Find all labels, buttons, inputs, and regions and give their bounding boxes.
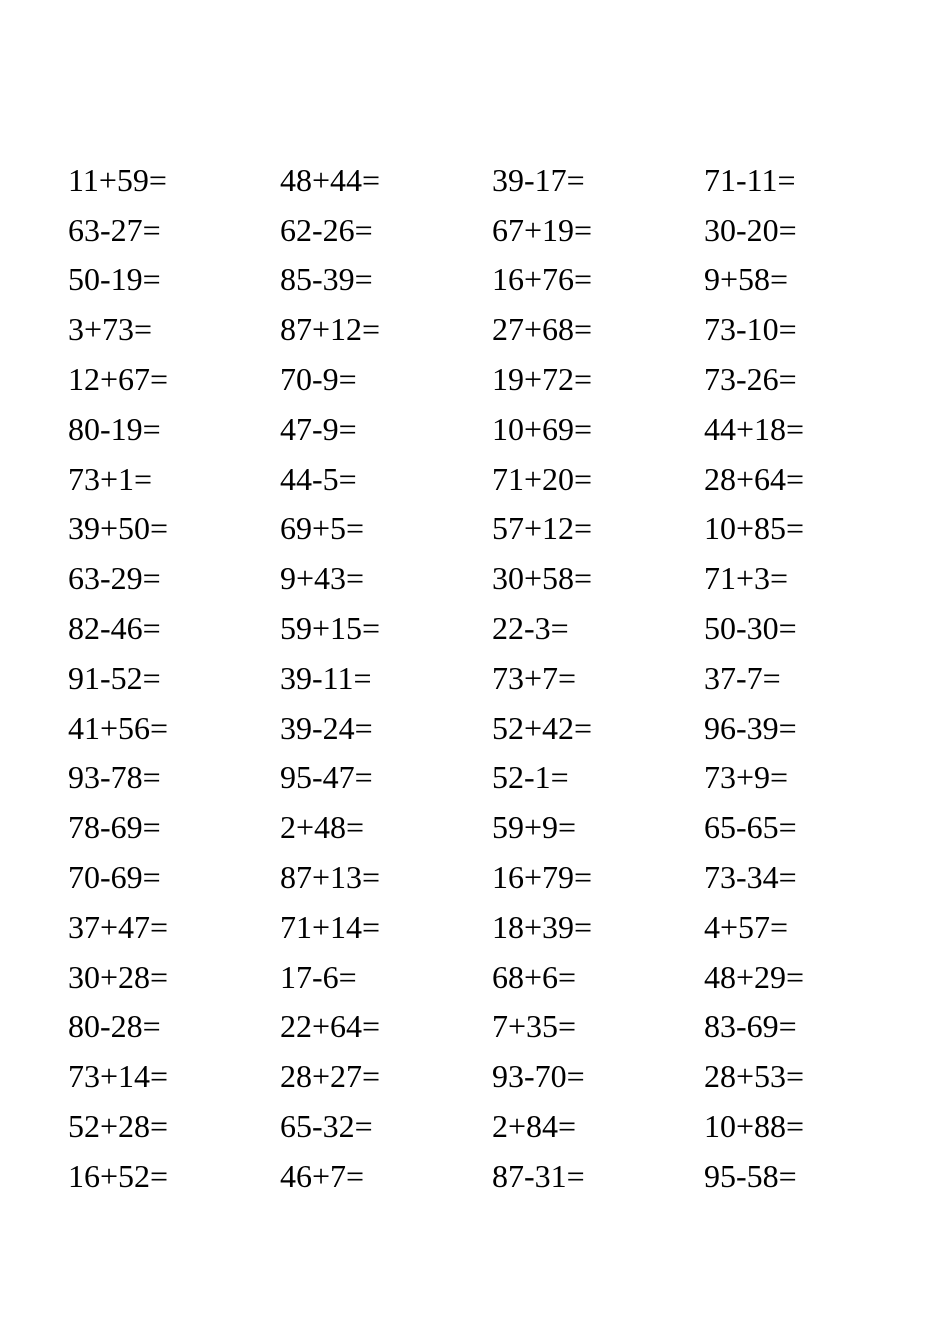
math-problem: 62-26=: [280, 211, 373, 248]
math-problem: 71+20=: [492, 460, 593, 497]
math-problem: 59+15=: [280, 610, 381, 647]
math-problem: 93-70=: [492, 1058, 585, 1095]
math-problem: 10+69=: [492, 410, 593, 447]
math-problem: 85-39=: [280, 261, 373, 298]
math-problem: 95-47=: [280, 759, 373, 796]
math-problem: 65-32=: [280, 1108, 373, 1145]
math-problem: 73+7=: [492, 659, 577, 696]
math-problem: 50-19=: [68, 261, 161, 298]
math-problem: 87+12=: [280, 311, 381, 348]
problem-row: [68, 902, 928, 952]
math-problem: 73+14=: [68, 1058, 169, 1095]
math-problem: 44-5=: [280, 460, 357, 497]
math-problem: 65-65=: [704, 809, 797, 846]
problem-row: [68, 1002, 928, 1052]
problem-row: [68, 304, 928, 354]
problem-row: [68, 952, 928, 1002]
math-problem: 59+9=: [492, 809, 577, 846]
math-problem: 63-29=: [68, 560, 161, 597]
math-problem: 71+3=: [704, 560, 789, 597]
math-problem: 68+6=: [492, 958, 577, 995]
problem-row: [68, 205, 928, 255]
math-problem: 4+57=: [704, 908, 789, 945]
problem-row: [68, 1151, 928, 1201]
math-problem: 30+28=: [68, 958, 169, 995]
math-problem: 57+12=: [492, 510, 593, 547]
math-problem: 39-24=: [280, 709, 373, 746]
problem-row: [68, 653, 928, 703]
math-problem: 16+52=: [68, 1157, 169, 1194]
math-problem: 3+73=: [68, 311, 153, 348]
math-problem: 27+68=: [492, 311, 593, 348]
math-problem: 73-26=: [704, 361, 797, 398]
math-problem: 73+1=: [68, 460, 153, 497]
math-problem: 69+5=: [280, 510, 365, 547]
math-problem: 17-6=: [280, 958, 357, 995]
problem-row: [68, 852, 928, 902]
math-problem: 71+14=: [280, 908, 381, 945]
math-problem: 73+9=: [704, 759, 789, 796]
math-problem: 10+85=: [704, 510, 805, 547]
math-problem: 11+59=: [68, 161, 167, 198]
math-problem: 48+29=: [704, 958, 805, 995]
math-problem: 41+56=: [68, 709, 169, 746]
math-problem: 28+64=: [704, 460, 805, 497]
math-problem: 16+76=: [492, 261, 593, 298]
problem-row: [68, 603, 928, 653]
problem-row: [68, 454, 928, 504]
math-problem: 2+48=: [280, 809, 365, 846]
math-problem: 48+44=: [280, 161, 381, 198]
math-problem: 2+84=: [492, 1108, 577, 1145]
math-problem: 28+53=: [704, 1058, 805, 1095]
math-problem: 52+42=: [492, 709, 593, 746]
math-problem: 95-58=: [704, 1157, 797, 1194]
problem-row: [68, 354, 928, 404]
problem-row: [68, 802, 928, 852]
problem-row: [68, 553, 928, 603]
math-problem: 39-17=: [492, 161, 585, 198]
math-problem: 19+72=: [492, 361, 593, 398]
math-problem: 16+79=: [492, 859, 593, 896]
math-problem: 80-28=: [68, 1008, 161, 1045]
math-problem: 18+39=: [492, 908, 593, 945]
math-problem: 73-10=: [704, 311, 797, 348]
math-problem: 30-20=: [704, 211, 797, 248]
math-problem: 52-1=: [492, 759, 569, 796]
math-problem: 9+43=: [280, 560, 365, 597]
problem-row: [68, 1051, 928, 1101]
math-problem: 83-69=: [704, 1008, 797, 1045]
math-problem: 82-46=: [68, 610, 161, 647]
problem-row: [68, 703, 928, 753]
math-problem: 10+88=: [704, 1108, 805, 1145]
math-problem: 22+64=: [280, 1008, 381, 1045]
math-problem: 93-78=: [68, 759, 161, 796]
math-problem: 71-11=: [704, 161, 796, 198]
problem-row: [68, 155, 928, 205]
math-problem: 91-52=: [68, 659, 161, 696]
math-problem: 96-39=: [704, 709, 797, 746]
math-problem: 70-69=: [68, 859, 161, 896]
math-problem: 50-30=: [704, 610, 797, 647]
math-problem: 52+28=: [68, 1108, 169, 1145]
math-problem: 22-3=: [492, 610, 569, 647]
math-problem: 28+27=: [280, 1058, 381, 1095]
math-problem: 37-7=: [704, 659, 781, 696]
math-problem: 30+58=: [492, 560, 593, 597]
math-problem: 73-34=: [704, 859, 797, 896]
arithmetic-worksheet: [68, 155, 928, 1201]
problem-row: [68, 255, 928, 305]
math-problem: 46+7=: [280, 1157, 365, 1194]
math-problem: 9+58=: [704, 261, 789, 298]
math-problem: 37+47=: [68, 908, 169, 945]
math-problem: 12+67=: [68, 361, 169, 398]
math-problem: 70-9=: [280, 361, 357, 398]
math-problem: 39-11=: [280, 659, 372, 696]
math-problem: 87+13=: [280, 859, 381, 896]
math-problem: 80-19=: [68, 410, 161, 447]
math-problem: 87-31=: [492, 1157, 585, 1194]
problem-row: [68, 753, 928, 803]
math-problem: 39+50=: [68, 510, 169, 547]
math-problem: 67+19=: [492, 211, 593, 248]
math-problem: 44+18=: [704, 410, 805, 447]
math-problem: 78-69=: [68, 809, 161, 846]
problem-row: [68, 404, 928, 454]
math-problem: 7+35=: [492, 1008, 577, 1045]
math-problem: 47-9=: [280, 410, 357, 447]
math-problem: 63-27=: [68, 211, 161, 248]
problem-row: [68, 504, 928, 554]
problem-row: [68, 1101, 928, 1151]
